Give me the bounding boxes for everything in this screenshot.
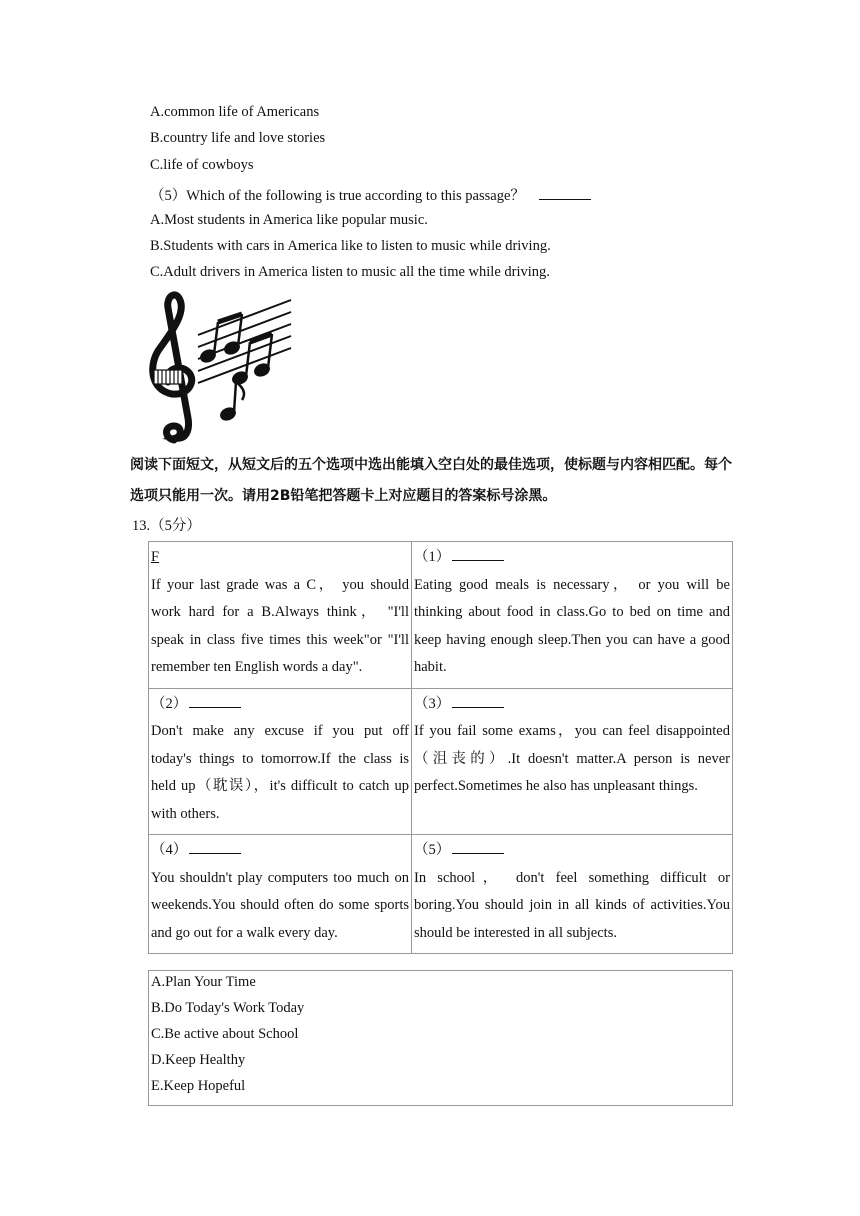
answer-option: C.Be active about School bbox=[151, 1026, 299, 1042]
answer-option: B.Do Today's Work Today bbox=[151, 1000, 305, 1016]
cell-body: In school， don't feel something difficult or boring.You should join in all kinds of activities.You should be interested in all subjects. bbox=[414, 869, 730, 941]
treble-clef-music-notes-icon bbox=[146, 290, 296, 445]
question-number: 13.（5分） bbox=[132, 518, 201, 534]
table-row bbox=[149, 688, 733, 835]
table-cell bbox=[412, 688, 733, 835]
option-c: C.life of cowboys bbox=[150, 157, 254, 173]
table-cell bbox=[149, 688, 412, 835]
answer-blank bbox=[452, 559, 504, 561]
cell-body: You shouldn't play computers too much on weekends.You should often do some sports and go out for a walk every day. bbox=[151, 869, 409, 941]
table-row bbox=[149, 835, 733, 954]
answer-option: E.Keep Hopeful bbox=[151, 1078, 246, 1094]
blank-number: （5） bbox=[414, 842, 451, 858]
answer-blank bbox=[189, 852, 241, 854]
blank-number: （4） bbox=[151, 842, 188, 858]
question-5 bbox=[150, 184, 591, 205]
cell-heading bbox=[151, 691, 409, 719]
cell-body: Don't make any excuse if you put off today's things to tomorrow.If the class is held up（耽误），it's difficult to catch up with others. bbox=[151, 723, 409, 822]
answer-blank bbox=[189, 706, 241, 708]
answer-blank bbox=[452, 852, 504, 854]
table-cell bbox=[412, 542, 733, 689]
table-row bbox=[149, 542, 733, 689]
cell-heading bbox=[414, 691, 730, 719]
blank-number: （1） bbox=[414, 549, 451, 565]
table-cell bbox=[149, 835, 412, 954]
blank-number: （2） bbox=[151, 695, 188, 712]
cell-body: If your last grade was a C， you should work hard for a B.Always think， "I'll speak in class five times this week"or "I'll remember ten English words a day". bbox=[151, 576, 409, 675]
cell-heading: F bbox=[151, 549, 160, 565]
cell-heading bbox=[151, 837, 409, 865]
option-b: B.country life and love stories bbox=[150, 130, 326, 146]
table-cell bbox=[412, 835, 733, 954]
answer-options-box bbox=[148, 970, 733, 1106]
q5-option-b: B.Students with cars in America like to listen to music while driving. bbox=[150, 238, 551, 254]
matching-table bbox=[148, 541, 733, 954]
cell-heading bbox=[414, 544, 730, 572]
cell-body: Eating good meals is necessary， or you will be thinking about food in class.Go to bed on time and keep having enough sleep.Then you can have a good habit. bbox=[414, 576, 730, 675]
question-5-text: （5）Which of the following is true according to this passage？ bbox=[150, 188, 525, 204]
table-cell bbox=[149, 542, 412, 689]
instruction-text: 阅读下面短文，从短文后的五个选项中选出能填入空白处的最佳选项，使标题与内容相匹配。每个选项只能用一次。请用2B铅笔把答题卡上对应题目的答案标号涂黑。 bbox=[130, 457, 732, 504]
q5-option-c: C.Adult drivers in America listen to music all the time while driving. bbox=[150, 264, 550, 280]
answer-option: D.Keep Healthy bbox=[151, 1052, 246, 1068]
blank-number: （3） bbox=[414, 695, 451, 712]
cell-heading bbox=[414, 837, 730, 865]
option-a: A.common life of Americans bbox=[150, 104, 320, 120]
answer-blank bbox=[452, 706, 504, 708]
answer-option: A.Plan Your Time bbox=[151, 974, 256, 990]
cell-body: If you fail some exams，you can feel disappointed（沮丧的）.It doesn't matter.A person is never perfect.Sometimes he also has unpleasant things. bbox=[414, 723, 730, 794]
q5-option-a: A.Most students in America like popular music. bbox=[150, 212, 428, 228]
answer-blank bbox=[539, 198, 591, 200]
